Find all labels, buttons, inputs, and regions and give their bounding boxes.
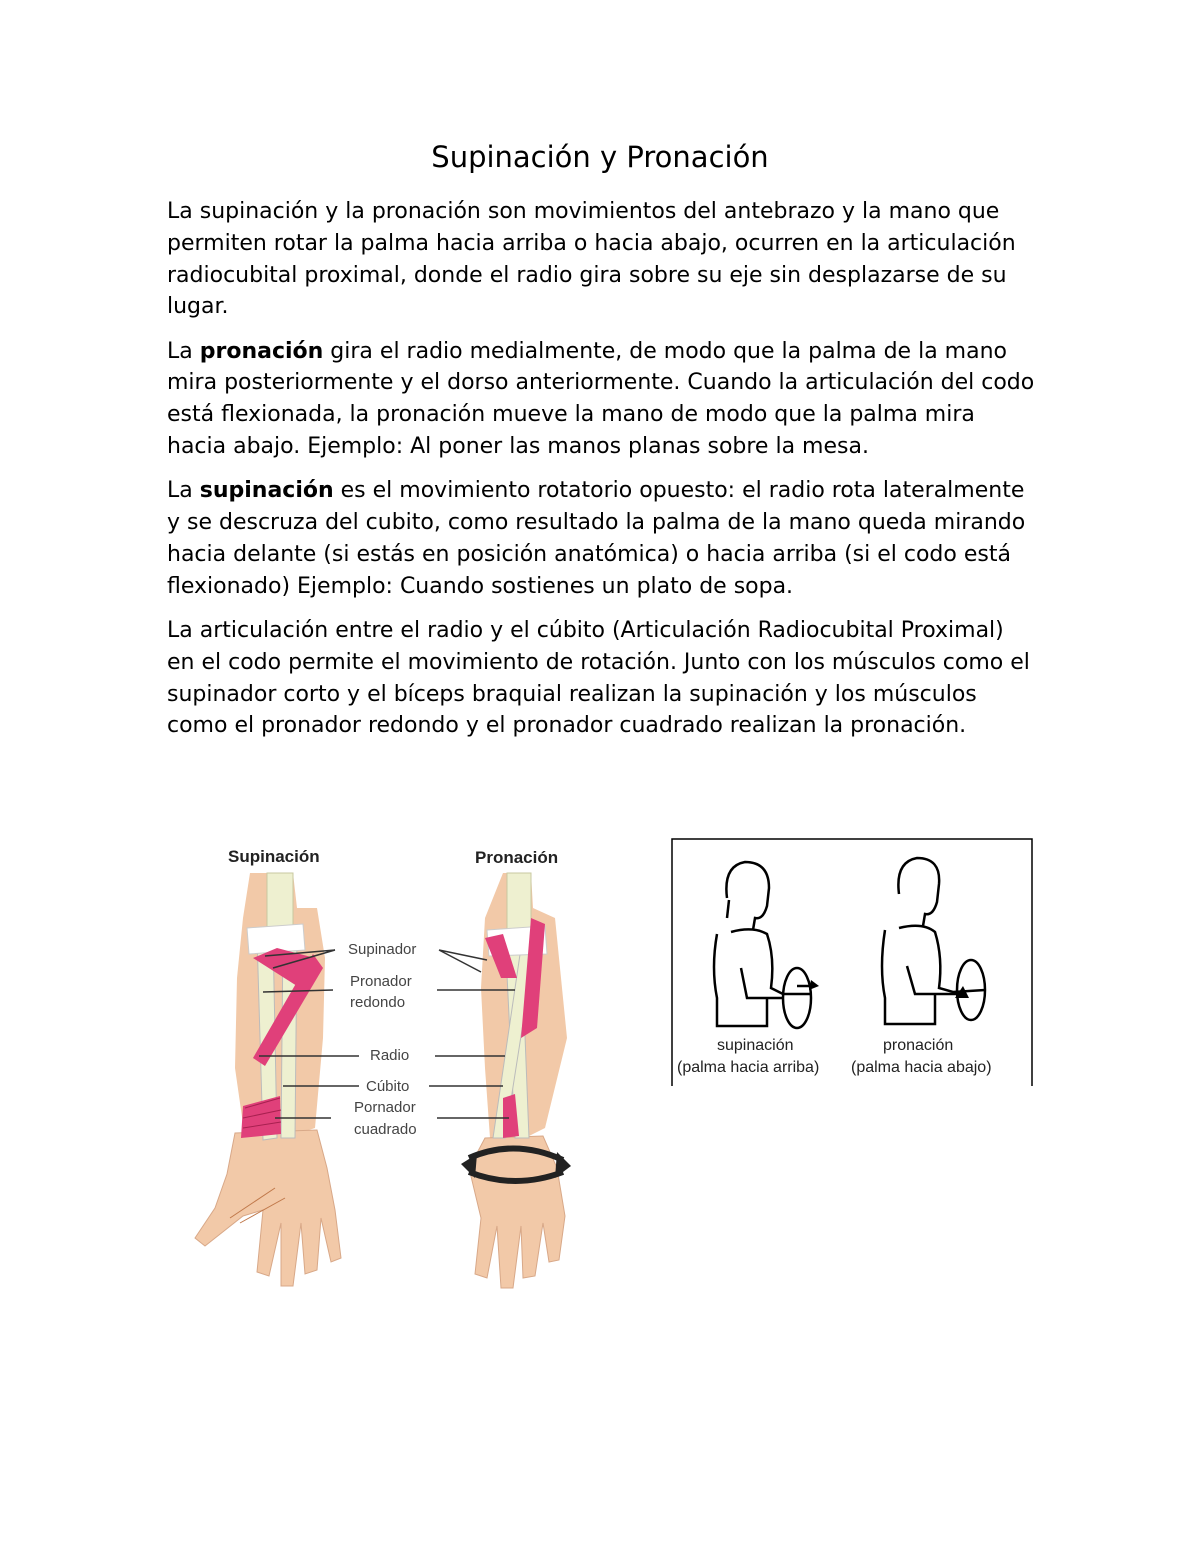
arm-supination	[195, 873, 341, 1286]
paragraph-rest: es el movimiento rotatorio opuesto: el radio rota lateralmente y se descruza del cubito, como resultado la palma de la mano queda mirando hacia delante (si estás en posición anatómica) o hacia arriba (si el codo está flexionado) Ejemplo: Cuando sostienes un plato de sopa.	[167, 478, 1026, 599]
label-radio: Radio	[370, 1047, 410, 1064]
label-pronador-cuadrado-1: Pornador	[354, 1099, 416, 1116]
arm-pronation	[461, 873, 571, 1288]
label-supinador: Supinador	[348, 941, 417, 958]
caption-pronacion: pronación	[883, 1037, 954, 1054]
paragraph-prefix: La	[167, 478, 200, 504]
caption-supinacion-sub: (palma hacia arriba)	[677, 1059, 820, 1076]
paragraph-rest: gira el radio medialmente, de modo que la palma de la mano mira posteriormente y el dorso anteriormente. Cuando la articulación del codo está flexionada, la pronación mueve la mano de modo que la palma mira hacia abajo. Ejemplo: Al poner las manos planas sobre la mesa.	[167, 338, 1035, 460]
page-title: Supinación y Pronación	[431, 140, 769, 174]
term-pronacion: pronación	[199, 338, 324, 364]
label-pronador-cuadrado-2: cuadrado	[354, 1121, 417, 1138]
label-pronador-redondo-2: redondo	[350, 994, 406, 1011]
paragraph-prefix: La	[167, 338, 200, 364]
term-supinacion: supinación	[199, 478, 334, 504]
forearm-anatomy-figure	[185, 838, 635, 1318]
supination-pronation-people-figure	[671, 838, 1033, 1086]
document-body	[167, 196, 1037, 755]
label-pronador-redondo-1: Pronador	[350, 973, 412, 990]
label-cubito: Cúbito	[366, 1078, 410, 1095]
anatomy-heading-supinacion: Supinación	[228, 847, 320, 866]
paragraph-supinacion	[167, 475, 1037, 602]
paragraph-articulacion: La articulación entre el radio y el cúbito (Articulación Radiocubital Proximal) en el codo permite el movimiento de rotación. Junto con los músculos como el supinador corto y el bíceps braquial realizan la supinación y los músculos como el pronador redondo y el pronador cuadrado realizan la pronación.	[167, 618, 1030, 739]
paragraph-intro: La supinación y la pronación son movimientos del antebrazo y la mano que permiten rotar la palma hacia arriba o hacia abajo, ocurren en la articulación radiocubital proximal, donde el radio gira sobre su eje sin desplazarse de su lugar.	[167, 199, 1016, 320]
anatomy-heading-pronacion: Pronación	[475, 848, 559, 867]
caption-supinacion: supinación	[717, 1037, 794, 1054]
paragraph-pronacion	[167, 336, 1037, 463]
caption-pronacion-sub: (palma hacia abajo)	[851, 1059, 992, 1076]
anatomy-labels	[348, 941, 417, 1138]
